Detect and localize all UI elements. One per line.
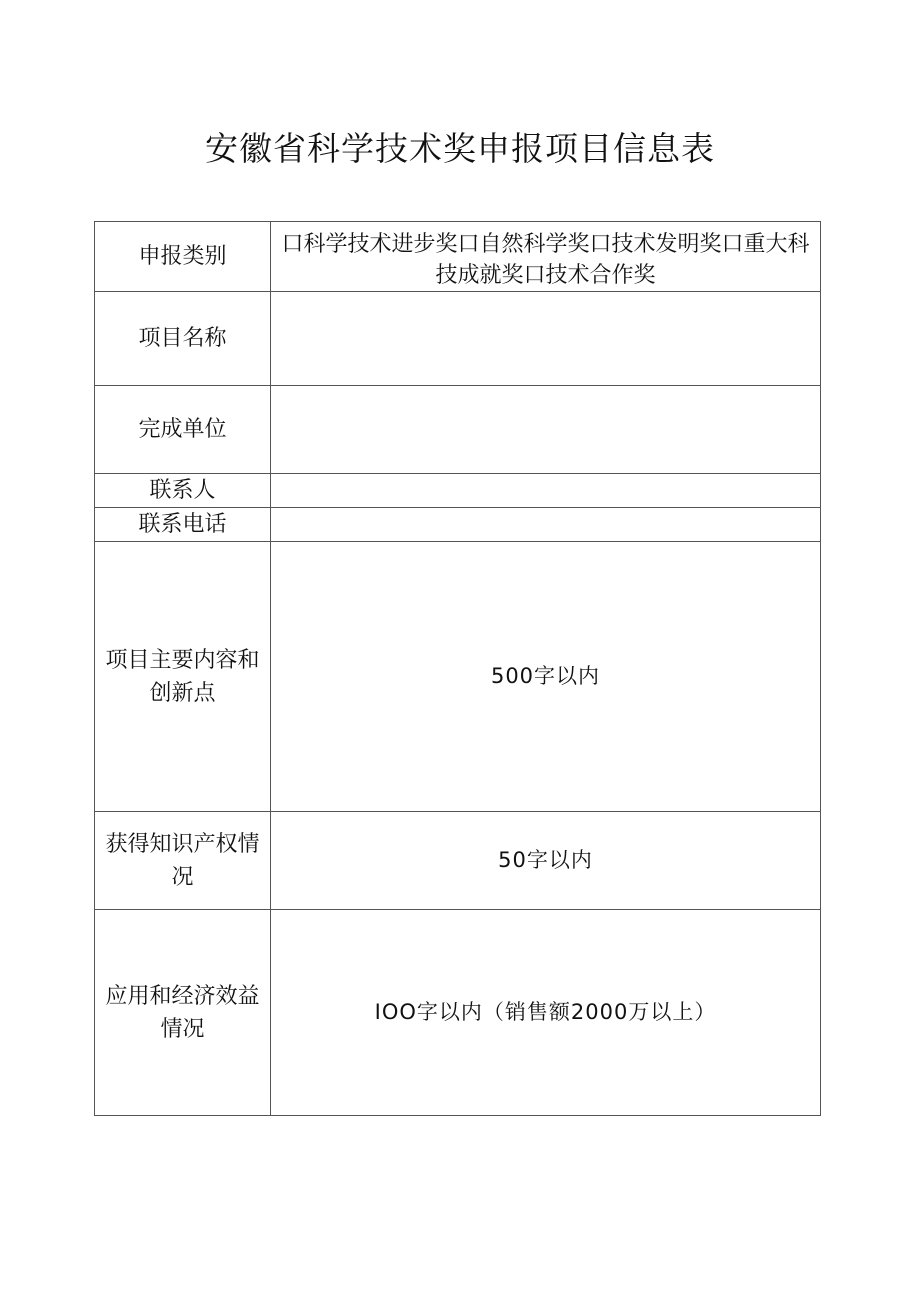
contact-person-label: 联系人 <box>95 474 271 508</box>
ip-status-field[interactable] <box>271 812 821 910</box>
contact-phone-label: 联系电话 <box>95 508 271 542</box>
economic-benefit-field[interactable] <box>271 910 821 1116</box>
main-content-hint: 500字以内 <box>490 664 601 688</box>
row-ip-status <box>95 812 821 910</box>
page-title: 安徽省科学技术奖申报项目信息表 <box>205 129 715 168</box>
economic-benefit-label: 应用和经济效益情况 <box>95 910 271 1116</box>
contact-phone-field[interactable] <box>271 508 821 542</box>
economic-benefit-hint: IOO字以内（销售额2000万以上） <box>374 1000 717 1024</box>
row-economic-benefit <box>95 910 821 1116</box>
ip-status-label: 获得知识产权情况 <box>95 812 271 910</box>
completing-unit-field[interactable] <box>271 386 821 474</box>
category-options-text: 口科学技术进步奖口自然科学奖口技术发明奖口重大科技成就奖口技术合作奖 <box>281 231 810 288</box>
row-contact-person <box>95 474 821 508</box>
category-label: 申报类别 <box>95 222 271 292</box>
contact-person-field[interactable] <box>271 474 821 508</box>
project-name-field[interactable] <box>271 292 821 386</box>
ip-status-hint: 50字以内 <box>498 848 593 872</box>
main-content-field[interactable] <box>271 542 821 812</box>
project-name-label: 项目名称 <box>95 292 271 386</box>
row-main-content <box>95 542 821 812</box>
row-project-name <box>95 292 821 386</box>
project-info-form <box>94 221 821 1116</box>
main-content-label: 项目主要内容和创新点 <box>95 542 271 812</box>
row-contact-phone <box>95 508 821 542</box>
category-options[interactable] <box>271 222 821 292</box>
completing-unit-label: 完成单位 <box>95 386 271 474</box>
row-category <box>95 222 821 292</box>
row-completing-unit <box>95 386 821 474</box>
